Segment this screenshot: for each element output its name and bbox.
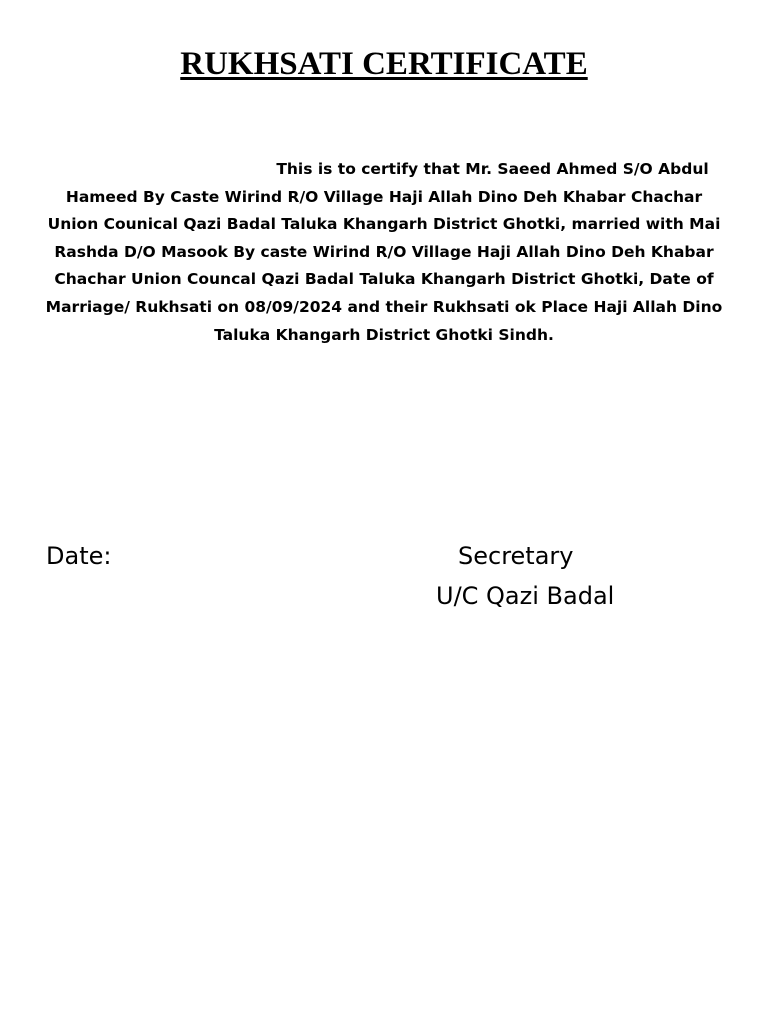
certificate-title: RUKHSATI CERTIFICATE <box>180 46 588 82</box>
date-label: Date: <box>46 542 112 570</box>
secretary-label: Secretary <box>458 542 574 570</box>
certificate-body <box>44 156 724 349</box>
certificate-body-text: This is to certify that Mr. Saeed Ahmed S/O Abdul Hameed By Caste Wirind R/O Village Haji Allah Dino Deh Khabar Chachar Union Counical Qazi Badal Taluka Khangarh District Ghotki, married with Mai Rashda D/O Masook By caste Wirind R/O Village Haji Allah Dino Deh Khabar Chachar Union Councal Qazi Badal Taluka Khangarh District Ghotki, Date of Marriage/ Rukhsati on 08/09/2024 and their Rukhsati ok Place Haji Allah Dino Taluka Khangarh District Ghotki Sindh. <box>45 160 723 344</box>
office-label: U/C Qazi Badal <box>436 582 615 610</box>
